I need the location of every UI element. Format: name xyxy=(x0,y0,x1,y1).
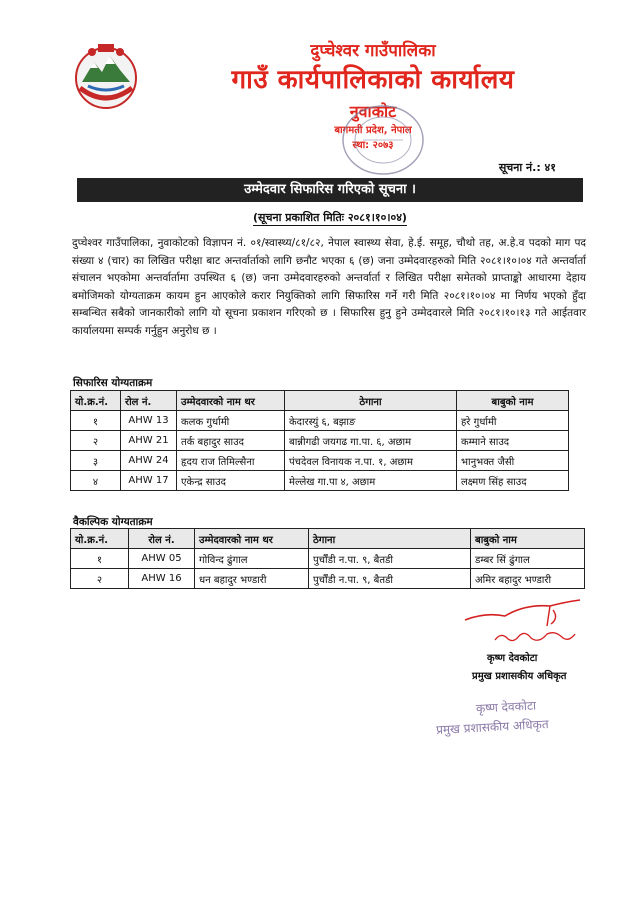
serial-cell: २ xyxy=(71,431,121,451)
father-name-cell: लक्ष्मण सिंह साउद xyxy=(457,471,569,491)
publish-date xyxy=(77,210,583,225)
column-header: उम्मेदवारको नाम थर xyxy=(195,529,309,549)
address-cell: पुर्चौंडी न.पा. ९, बैतडी xyxy=(309,549,471,569)
district-name: नुवाकोट xyxy=(349,102,397,121)
serial-cell: १ xyxy=(71,549,129,569)
column-header: यो.क्र.नं. xyxy=(71,391,121,411)
table-row xyxy=(71,411,569,431)
recommended-section-heading xyxy=(73,371,152,392)
address-cell: बान्नीगढी जयगढ गा.पा. ६, अछाम xyxy=(285,431,457,451)
name-stamp: कृष्ण देवकोटा xyxy=(475,698,537,716)
signatory-name: कृष्ण देवकोटा xyxy=(487,653,538,664)
designation-stamp: प्रमुख प्रशासकीय अधिकृत xyxy=(435,717,549,737)
notice-number: सूचना नं.: ४१ xyxy=(498,161,556,174)
serial-cell: २ xyxy=(71,569,129,589)
table-header-row xyxy=(71,529,585,549)
alternate-table xyxy=(70,528,585,589)
column-header: रोल नं. xyxy=(129,529,195,549)
roll-cell: AHW 13 xyxy=(121,411,177,431)
office-seal-stamp xyxy=(318,102,428,177)
handwritten-signature xyxy=(455,590,585,650)
address-cell: पुर्चौंडी न.पा. ९, बैतडी xyxy=(309,569,471,589)
column-header: बाबुको नाम xyxy=(471,529,585,549)
recommended-table xyxy=(70,390,569,491)
name-cell: तर्क बहादुर साउद xyxy=(177,431,285,451)
column-header: ठेगाना xyxy=(285,391,457,411)
table-row xyxy=(71,471,569,491)
column-header: उम्मेदवारको नाम थर xyxy=(177,391,285,411)
table-row xyxy=(71,549,585,569)
notice-body: दुप्चेश्वर गाउँपालिका, नुवाकोटको विज्ञापन नं. ०१/स्वास्थ्य/८१/८२, नेपाल स्वास्थ्य सेवा, हे.ई. समूह, चौथो तह, अ.हे.व पदको माग पद संख्या ४ (चार) का लिखित परीक्षा बाट अन्तर्वार्ताको लागि छनौट भएका ६ (छ) जना उम्मेदवारहरुको मिति २०८१।१०।०४ गते अन्तर्वार्ता संचालन भएकोमा अन्तर्वार्तामा उपस्थित ६ (छ) जना उम्मेदवारहरुको अन्तर्वार्ता र लिखित परीक्षा समेतको प्राप्ताङ्को आधारमा देहाय बमोजिमको योग्यताक्रम कायम हुन आएकोले करार नियुक्तिको लागि सिफारिस गर्ने गरी मिति २०८१।१०।०४ मा निर्णय भएको हुँदा सम्बन्धित सबैको जानकारीको लागि यो सूचना प्रकाशन गरिएको छ । सिफारिस हुनु हुने उम्मेदवारले मिति २०८१।१०।१३ गते आईतवार कार्यालयमा सम्पर्क गर्नुहुन अनुरोध छ । xyxy=(72,237,586,337)
column-header: रोल नं. xyxy=(121,391,177,411)
table-header-row xyxy=(71,391,569,411)
publish-date-text: (सूचना प्रकाशित मितिः २०८१।१०।०४) xyxy=(253,211,407,224)
recommended-section-title: सिफारिस योग्यताक्रम xyxy=(73,376,152,392)
established-year: स्था: २०७३ xyxy=(352,140,394,151)
province-name: बागमती प्रदेश, नेपाल xyxy=(334,125,412,136)
roll-cell: AHW 16 xyxy=(129,569,195,589)
table-row xyxy=(71,451,569,471)
address-cell: पंचदेवल विनायक न.पा. १, अछाम xyxy=(285,451,457,471)
serial-cell: १ xyxy=(71,411,121,431)
alternate-section-title: वैकल्पिक योग्यताक्रम xyxy=(73,515,153,531)
roll-cell: AHW 24 xyxy=(121,451,177,471)
father-name-cell: हरे गुर्धामी xyxy=(457,411,569,431)
nepal-emblem-logo xyxy=(68,38,144,116)
father-name-cell: भानुभक्त जैसी xyxy=(457,451,569,471)
address-cell: मेल्लेख गा.पा ४, अछाम xyxy=(285,471,457,491)
father-name-cell: डम्बर सिं ढुंगाल xyxy=(471,549,585,569)
father-name-cell: अमिर बहादुर भण्डारी xyxy=(471,569,585,589)
office-name: गाउँ कार्यपालिकाको कार्यालय xyxy=(231,65,515,95)
name-cell: गोविन्द ढुंगाल xyxy=(195,549,309,569)
serial-cell: ४ xyxy=(71,471,121,491)
column-header: बाबुको नाम xyxy=(457,391,569,411)
table-row xyxy=(71,431,569,451)
name-cell: हृदय राज तिमिल्सैना xyxy=(177,451,285,471)
serial-cell: ३ xyxy=(71,451,121,471)
roll-cell: AHW 17 xyxy=(121,471,177,491)
signatory-designation: प्रमुख प्रशासकीय अधिकृत xyxy=(472,671,567,682)
name-cell: एकेन्द्र साउद xyxy=(177,471,285,491)
father-name-cell: कम्माने साउद xyxy=(457,431,569,451)
municipality-name: दुप्चेश्वर गाउँपालिका xyxy=(310,41,436,61)
address-cell: केदारस्युं ६, बझाङ xyxy=(285,411,457,431)
column-header: यो.क्र.नं. xyxy=(71,529,129,549)
roll-cell: AHW 21 xyxy=(121,431,177,451)
table-row xyxy=(71,569,585,589)
name-cell: धन बहादुर भण्डारी xyxy=(195,569,309,589)
column-header: ठेगाना xyxy=(309,529,471,549)
notice-title: उम्मेदवार सिफारिस गरिएको सूचना । xyxy=(77,178,583,202)
name-cell: कलक गुर्धामी xyxy=(177,411,285,431)
roll-cell: AHW 05 xyxy=(129,549,195,569)
